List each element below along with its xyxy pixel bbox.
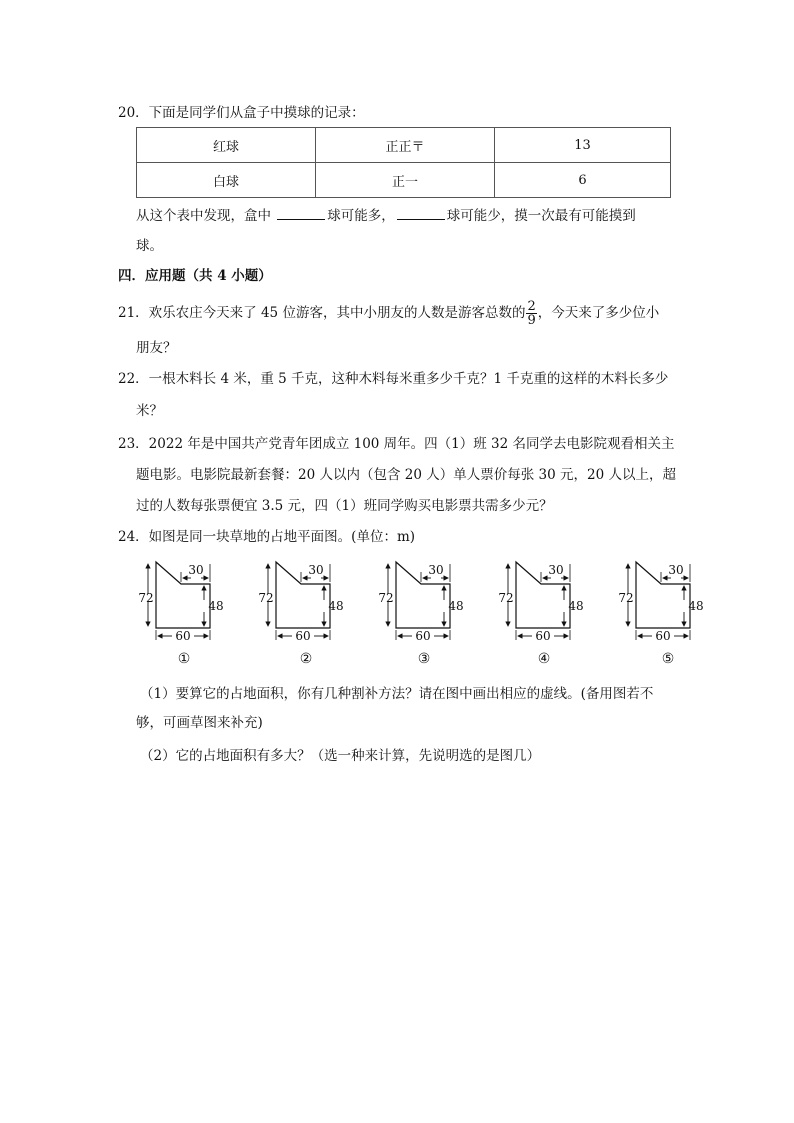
q23-line2: 题电影。电影院最新套餐：20 人以内（包含 20 人）单人票价每张 30 元，20 人以上，超: [136, 467, 676, 483]
row-count: 6: [495, 163, 671, 198]
dimension-bottom-label: 60: [175, 629, 191, 643]
dimension-left-label: 72: [618, 591, 634, 605]
section-heading: 四．应用题（共 4 小题）: [118, 268, 272, 284]
dimension-left-label: 72: [258, 591, 274, 605]
q24-title: 24．如图是同一块草地的占地平面图。(单位：m): [118, 529, 416, 545]
figure-label: ③: [417, 651, 431, 667]
dimension-bottom-label: 60: [295, 629, 311, 643]
figure-label: ②: [299, 651, 313, 667]
q21-line1: [118, 300, 659, 327]
dimension-right-label: 48: [568, 599, 584, 613]
row-count: 13: [495, 128, 671, 163]
fraction: [526, 300, 536, 327]
row-name: 白球: [137, 163, 316, 198]
figure-label: ①: [177, 651, 191, 667]
q24-sub1-line2: 够，可画草图来补充): [136, 715, 263, 731]
answer-blank-1[interactable]: [277, 205, 325, 220]
conclusion-part3: 球可能少，摸一次最有可能摸到: [446, 208, 636, 224]
dimension-top-label: 30: [188, 563, 204, 577]
fraction-denominator: 9: [527, 313, 536, 328]
table-row: [137, 163, 671, 198]
table-row: [137, 128, 671, 163]
figure-label: ⑤: [661, 651, 675, 667]
conclusion-part1: 从这个表中发现，盒中: [136, 208, 271, 224]
q24-sub2: （2）它的占地面积有多大？（选一种来计算，先说明选的是图几）: [140, 748, 541, 764]
figure-label: ④: [537, 651, 551, 667]
dimension-bottom-label: 60: [535, 629, 551, 643]
q21-line2: 朋友？: [136, 340, 177, 356]
conclusion-part2: 球可能多，: [327, 208, 395, 224]
q23-line3: 过的人数每张票便宜 3.5 元，四（1）班同学购买电影票共需多少元？: [136, 498, 553, 514]
dimension-top-label: 30: [668, 563, 684, 577]
row-tally: 正一: [316, 163, 495, 198]
q24-sub1-line1: （1）要算它的占地面积，你有几种割补方法？请在图中画出相应的虚线。(备用图若不: [140, 686, 654, 702]
dimension-top-label: 30: [308, 563, 324, 577]
dimension-top-label: 30: [548, 563, 564, 577]
q20-conclusion: [136, 205, 636, 226]
dimension-right-label: 48: [448, 599, 464, 613]
row-tally: 正正〒: [316, 128, 495, 163]
answer-blank-2[interactable]: [397, 205, 445, 220]
q20-conclusion-end: 球。: [136, 238, 163, 254]
q22-line2: 米？: [136, 403, 163, 419]
dimension-left-label: 72: [138, 591, 154, 605]
tally-table: [136, 127, 671, 198]
q20-title: 20．下面是同学们从盒子中摸球的记录：: [118, 105, 365, 121]
q21-text-before: 21．欢乐农庄今天来了 45 位游客，其中小朋友的人数是游客总数的: [118, 305, 526, 321]
row-name: 红球: [137, 128, 316, 163]
dimension-right-label: 48: [688, 599, 704, 613]
q22-line1: 22．一根木料长 4 米，重 5 千克，这种木料每米重多少千克？1 千克重的这样的木料长多少: [118, 371, 669, 387]
q23-line1: 23．2022 年是中国共产党青年团成立 100 周年。四（1）班 32 名同学去电影院观看相关主: [118, 436, 675, 452]
dimension-top-label: 30: [428, 563, 444, 577]
dimension-bottom-label: 60: [415, 629, 431, 643]
dimension-right-label: 48: [208, 599, 224, 613]
dimension-left-label: 72: [378, 591, 394, 605]
fraction-numerator: 2: [527, 299, 536, 314]
dimension-left-label: 72: [498, 591, 514, 605]
dimension-right-label: 48: [328, 599, 344, 613]
q21-text-after: ，今天来了多少位小: [537, 305, 660, 321]
dimension-bottom-label: 60: [655, 629, 671, 643]
